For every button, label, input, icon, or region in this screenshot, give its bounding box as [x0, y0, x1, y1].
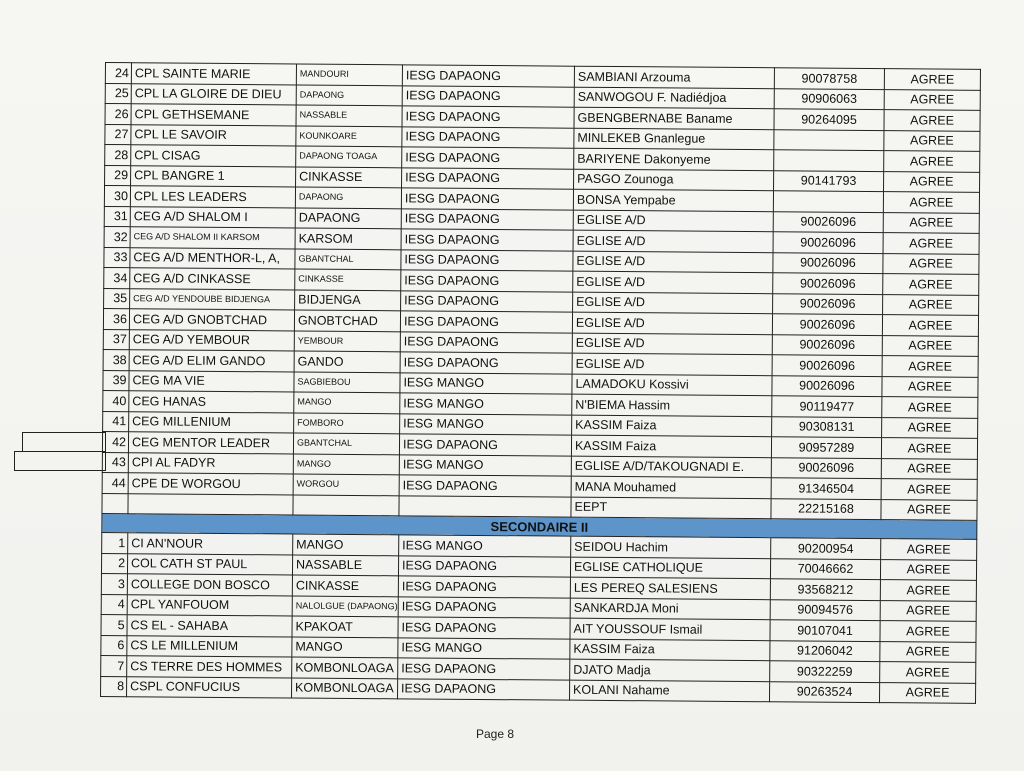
cell-location: DAPAONG: [295, 187, 401, 208]
cell-inspection: IESG DAPAONG: [401, 229, 573, 251]
cell-school-name: CI AN'NOUR: [128, 533, 293, 555]
cell-school-name: COLLEGE DON BOSCO: [127, 574, 292, 596]
cell-inspection: IESG MANGO: [400, 372, 572, 394]
cell-location: NASSABLE: [296, 105, 402, 126]
cell-promoter: SEIDOU Hachim: [571, 536, 771, 558]
cell-location: DAPAONG: [296, 85, 402, 106]
cell-number: 39: [103, 370, 129, 391]
cell-number: 33: [104, 247, 130, 268]
cell-status: AGREE: [880, 641, 976, 662]
cell-phone: 90026096: [773, 293, 883, 314]
cell-location: MANDOURI: [296, 64, 402, 85]
cell-school-name: CPL YANFOUOM: [127, 594, 292, 616]
cell-number: 42: [102, 431, 128, 452]
cell-school-name: CPE DE WORGOU: [128, 473, 293, 495]
cell-phone: 90957289: [771, 437, 881, 458]
cell-status: AGREE: [883, 233, 979, 254]
cell-phone: 90308131: [772, 416, 882, 437]
cell-school-name: CEG A/D YEMBOUR: [129, 329, 294, 351]
cell-status: AGREE: [882, 376, 978, 397]
cell-school-name: CS EL - SAHABA: [127, 615, 292, 637]
cell-location: MANGO: [293, 453, 399, 474]
cell-location: KARSOM: [295, 228, 401, 249]
cell-promoter: KASSIM Faiza: [572, 415, 772, 437]
cell-number: 37: [103, 329, 129, 350]
cell-school-name: CPL SAINTE MARIE: [131, 63, 296, 85]
section-1-rows: [102, 63, 980, 500]
cell-promoter: MINLEKEB Gnanlegue: [574, 128, 774, 150]
cell-inspection: IESG DAPAONG: [402, 106, 574, 128]
cell-number: 40: [103, 390, 129, 411]
cell-number: 5: [101, 614, 127, 635]
cell-number: 28: [105, 145, 131, 166]
cell-school-name: COL CATH ST PAUL: [127, 553, 292, 575]
cell-promoter: LES PEREQ SALESIENS: [570, 577, 770, 599]
cell-status: AGREE: [881, 438, 977, 459]
cell-promoter: GBENGBERNABE Baname: [574, 107, 774, 129]
cell-promoter: EGLISE A/D: [572, 312, 772, 334]
cell-inspection: [399, 495, 571, 517]
cell-promoter: AIT YOUSSOUF Ismail: [570, 618, 770, 640]
cell-status: AGREE: [880, 662, 976, 683]
cell-school-name: CEG MENTOR LEADER: [128, 432, 293, 454]
cell-phone: 90141793: [774, 170, 884, 191]
cell-phone: 90264095: [774, 109, 884, 130]
cell-location: DAPAONG: [295, 207, 401, 228]
cell-phone: 90026096: [773, 211, 883, 232]
cell-number: 4: [101, 594, 127, 615]
cell-location: [293, 494, 399, 515]
cell-inspection: IESG MANGO: [399, 454, 571, 476]
cell-promoter: SAMBIANI Arzouma: [574, 66, 774, 88]
cell-promoter: SANKARDJA Moni: [570, 598, 770, 620]
cell-inspection: IESG DAPAONG: [402, 126, 574, 148]
cell-status: AGREE: [883, 294, 979, 315]
cell-status: AGREE: [880, 559, 976, 580]
cell-location: GNOBTCHAD: [294, 310, 400, 331]
cell-promoter: EGLISE A/D: [572, 333, 772, 355]
cell-phone: [773, 191, 883, 212]
cell-inspection: IESG DAPAONG: [400, 352, 572, 374]
cell-school-name: CS LE MILLENIUM: [127, 635, 292, 657]
cell-location: CINKASSE: [295, 269, 401, 290]
cell-inspection: IESG MANGO: [399, 535, 571, 557]
cell-status: AGREE: [881, 479, 977, 500]
cell-promoter: EGLISE A/D: [572, 353, 772, 375]
cell-phone: 90026096: [772, 375, 882, 396]
cell-number: 31: [104, 206, 130, 227]
cell-location: SAGBIEBOU: [294, 371, 400, 392]
cell-status: AGREE: [882, 417, 978, 438]
cell-location: FOMBORO: [294, 412, 400, 433]
cell-location: DAPAONG TOAGA: [296, 146, 402, 167]
cell-status: AGREE: [881, 458, 977, 479]
cell-number: 8: [101, 676, 127, 697]
page-number: Page 8: [476, 727, 515, 741]
cell-location: NALOLGUE (DAPAONG): [292, 595, 398, 616]
cell-number: [102, 493, 128, 514]
cell-number: 25: [105, 83, 131, 104]
cell-school-name: CS TERRE DES HOMMES: [127, 656, 292, 678]
cell-inspection: IESG DAPAONG: [402, 167, 574, 189]
cell-phone: 90026096: [773, 273, 883, 294]
cell-location: KPAKOAT: [292, 616, 398, 637]
cell-school-name: CPL LES LEADERS: [130, 186, 295, 208]
cell-school-name: [128, 493, 293, 515]
cell-status: AGREE: [880, 580, 976, 601]
cell-number: 30: [104, 186, 130, 207]
cell-phone: 90026096: [771, 457, 881, 478]
cell-status: AGREE: [884, 69, 980, 90]
cell-phone: 90094576: [770, 599, 880, 620]
cell-promoter: LAMADOKU Kossivi: [572, 374, 772, 396]
cell-phone: 90078758: [774, 68, 884, 89]
cell-promoter: MANA Mouhamed: [571, 476, 771, 498]
cell-phone: 90026096: [773, 232, 883, 253]
cell-phone: 91346504: [771, 478, 881, 499]
cell-promoter: EEPT: [571, 497, 771, 519]
cell-inspection: IESG DAPAONG: [398, 678, 570, 700]
cell-number: 35: [104, 288, 130, 309]
cell-inspection: IESG MANGO: [400, 413, 572, 435]
cell-status: AGREE: [884, 151, 980, 172]
cell-number: 34: [104, 267, 130, 288]
cell-location: CINKASSE: [296, 167, 402, 188]
cell-number: 38: [103, 349, 129, 370]
cell-number: 29: [105, 165, 131, 186]
cell-number: 32: [104, 226, 130, 247]
cell-location: BIDJENGA: [295, 289, 401, 310]
cell-inspection: IESG DAPAONG: [401, 290, 573, 312]
cell-school-name: CEG MILLENIUM: [129, 411, 294, 433]
cell-status: AGREE: [882, 356, 978, 377]
cell-status: AGREE: [881, 499, 977, 520]
cell-inspection: IESG DAPAONG: [399, 475, 571, 497]
cell-school-name: CEG A/D YENDOUBE BIDJENGA: [130, 288, 295, 310]
cell-location: MANGO: [293, 534, 399, 555]
cell-promoter: EGLISE A/D: [573, 230, 773, 252]
cell-status: AGREE: [883, 192, 979, 213]
cell-number: 43: [102, 452, 128, 473]
cell-inspection: IESG MANGO: [398, 637, 570, 659]
cell-location: YEMBOUR: [294, 330, 400, 351]
cell-school-name: CEG A/D SHALOM I: [130, 206, 295, 228]
cell-inspection: IESG DAPAONG: [400, 331, 572, 353]
cell-inspection: IESG DAPAONG: [399, 434, 571, 456]
cell-phone: 90026096: [772, 334, 882, 355]
cell-promoter: EGLISE A/D: [573, 251, 773, 273]
cell-inspection: IESG DAPAONG: [401, 249, 573, 271]
cell-number: 24: [105, 63, 131, 84]
cell-phone: 90026096: [773, 252, 883, 273]
cell-school-name: CEG A/D GNOBTCHAD: [129, 309, 294, 331]
cell-school-name: CPL BANGRE 1: [131, 165, 296, 187]
cell-location: GBANTCHAL: [295, 248, 401, 269]
cell-phone: 90026096: [772, 355, 882, 376]
schools-table: [100, 62, 981, 704]
cell-promoter: PASGO Zounoga: [574, 169, 774, 191]
cell-promoter: EGLISE CATHOLIQUE: [570, 557, 770, 579]
cell-promoter: BONSA Yempabe: [573, 189, 773, 211]
cell-location: KOUNKOARE: [296, 126, 402, 147]
cell-school-name: CPL LE SAVOIR: [131, 124, 296, 146]
cell-inspection: IESG DAPAONG: [398, 596, 570, 618]
cell-location: CINKASSE: [292, 575, 398, 596]
cell-inspection: IESG DAPAONG: [402, 85, 574, 107]
cell-phone: 90263524: [769, 681, 879, 702]
cell-school-name: CPL LA GLOIRE DE DIEU: [131, 83, 296, 105]
cell-phone: 90107041: [770, 620, 880, 641]
cell-status: AGREE: [880, 600, 976, 621]
cell-location: NASSABLE: [292, 554, 398, 575]
cell-promoter: BARIYENE Dakonyeme: [574, 148, 774, 170]
cell-number: 1: [102, 532, 128, 553]
cell-inspection: IESG DAPAONG: [400, 311, 572, 333]
cell-location: WORGOU: [293, 474, 399, 495]
cell-status: AGREE: [883, 253, 979, 274]
cell-promoter: EGLISE A/D: [573, 210, 773, 232]
cell-inspection: IESG DAPAONG: [401, 188, 573, 210]
cell-school-name: CEG A/D MENTHOR-L, A,: [130, 247, 295, 269]
cell-school-name: CEG A/D SHALOM II KARSOM: [130, 227, 295, 249]
cell-number: 36: [103, 308, 129, 329]
cell-inspection: IESG DAPAONG: [398, 617, 570, 639]
cell-promoter: SANWOGOU F. Nadiédjoa: [574, 87, 774, 109]
cell-inspection: IESG MANGO: [400, 393, 572, 415]
cell-number: 27: [105, 124, 131, 145]
cell-inspection: IESG DAPAONG: [398, 658, 570, 680]
cell-promoter: KASSIM Faiza: [570, 639, 770, 661]
cell-status: AGREE: [882, 315, 978, 336]
cell-school-name: CSPL CONFUCIUS: [127, 676, 292, 698]
cell-phone: 70046662: [770, 558, 880, 579]
cell-number: 7: [101, 655, 127, 676]
cell-inspection: IESG DAPAONG: [398, 555, 570, 577]
cell-promoter: N'BIEMA Hassim: [572, 394, 772, 416]
cell-phone: [774, 150, 884, 171]
cell-promoter: EGLISE A/D: [573, 271, 773, 293]
cell-number: 3: [101, 573, 127, 594]
margin-box: [14, 451, 106, 471]
cell-number: 2: [101, 553, 127, 574]
cell-school-name: CPL GETHSEMANE: [131, 104, 296, 126]
cell-status: AGREE: [883, 274, 979, 295]
cell-inspection: IESG DAPAONG: [402, 65, 574, 87]
cell-location: GBANTCHAL: [293, 433, 399, 454]
cell-inspection: IESG DAPAONG: [402, 147, 574, 169]
cell-number: 44: [102, 472, 128, 493]
cell-location: MANGO: [292, 636, 398, 657]
schools-table-wrapper: [100, 62, 980, 704]
margin-box: [22, 432, 106, 452]
cell-phone: 90026096: [772, 314, 882, 335]
cell-number: 41: [103, 411, 129, 432]
cell-school-name: CPI AL FADYR: [128, 452, 293, 474]
cell-status: AGREE: [880, 621, 976, 642]
cell-status: AGREE: [884, 171, 980, 192]
cell-phone: 90906063: [774, 88, 884, 109]
cell-school-name: CEG HANAS: [129, 391, 294, 413]
cell-status: AGREE: [884, 130, 980, 151]
cell-school-name: CEG A/D ELIM GANDO: [129, 350, 294, 372]
cell-status: AGREE: [881, 539, 977, 560]
cell-promoter: EGLISE A/D: [573, 292, 773, 314]
cell-status: AGREE: [879, 682, 975, 703]
cell-status: AGREE: [882, 397, 978, 418]
cell-promoter: EGLISE A/D/TAKOUGNADI E.: [571, 456, 771, 478]
cell-status: AGREE: [882, 335, 978, 356]
cell-promoter: KASSIM Faiza: [571, 435, 771, 457]
cell-inspection: IESG DAPAONG: [398, 576, 570, 598]
cell-phone: 90322259: [770, 661, 880, 682]
cell-location: MANGO: [294, 392, 400, 413]
section-2-rows: [101, 532, 977, 703]
section-title: SECONDAIRE II: [102, 513, 977, 539]
cell-status: AGREE: [884, 110, 980, 131]
cell-status: AGREE: [883, 212, 979, 233]
cell-promoter: DJATO Madja: [570, 659, 770, 681]
cell-inspection: IESG DAPAONG: [401, 208, 573, 230]
cell-promoter: KOLANI Nahame: [570, 680, 770, 702]
cell-school-name: CEG A/D CINKASSE: [130, 268, 295, 290]
cell-school-name: CPL CISAG: [131, 145, 296, 167]
cell-location: KOMBONLOAGA: [292, 677, 398, 698]
cell-school-name: CEG MA VIE: [129, 370, 294, 392]
cell-inspection: IESG DAPAONG: [401, 270, 573, 292]
cell-phone: 22215168: [771, 498, 881, 519]
cell-phone: 93568212: [770, 579, 880, 600]
cell-number: 6: [101, 635, 127, 656]
cell-phone: 90119477: [772, 396, 882, 417]
cell-number: 26: [105, 104, 131, 125]
cell-phone: [774, 129, 884, 150]
cell-location: GANDO: [294, 351, 400, 372]
cell-location: KOMBONLOAGA: [292, 657, 398, 678]
cell-phone: 90200954: [771, 538, 881, 559]
cell-phone: 91206042: [770, 640, 880, 661]
cell-status: AGREE: [884, 89, 980, 110]
